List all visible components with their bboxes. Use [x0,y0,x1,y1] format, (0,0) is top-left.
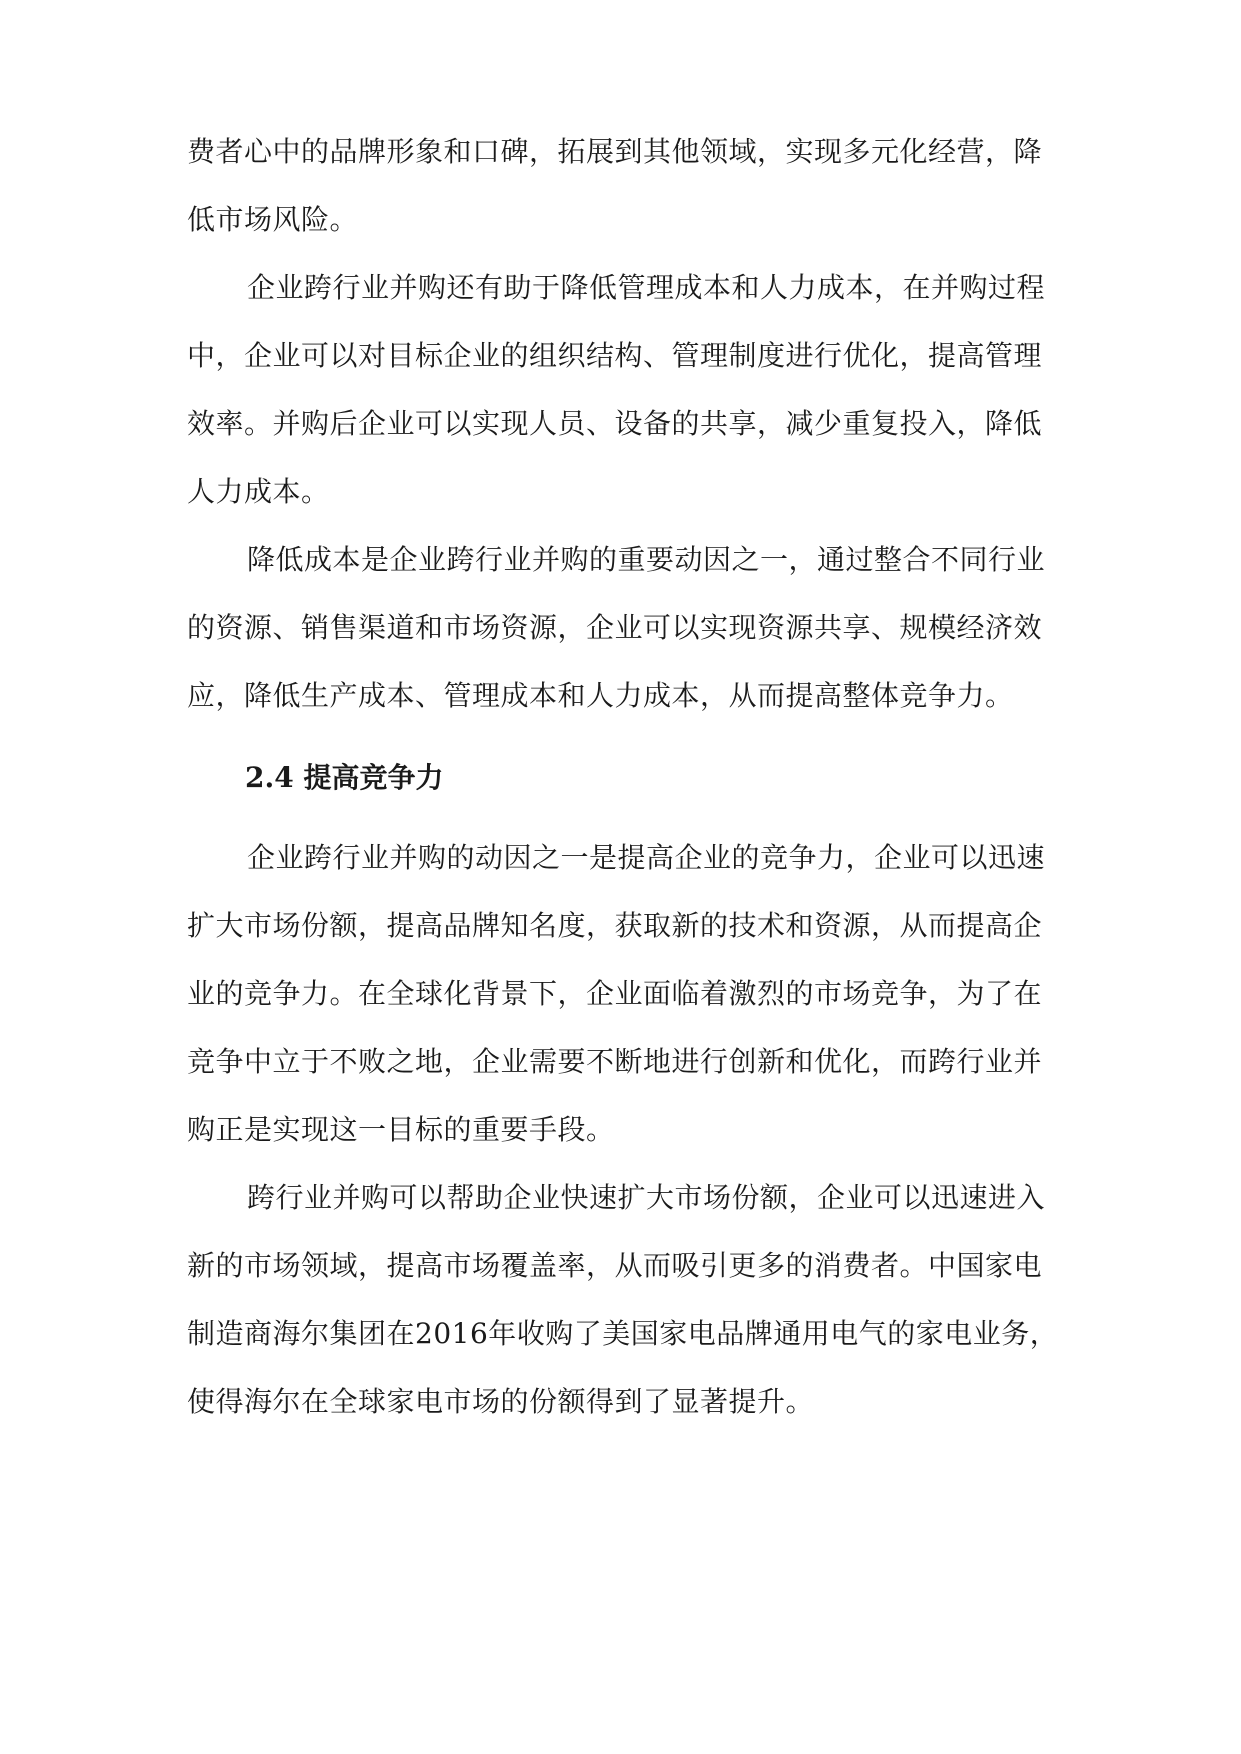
section-paragraph-2-line-4: 使得海尔在全球家电市场的份额得到了显著提升。 [187,1385,815,1418]
section-paragraph-1-line-4: 竞争中立于不败之地，企业需要不断地进行创新和优化，而跨行业并 [187,1045,1043,1078]
section-paragraph-2-line-2: 新的市场领域，提高市场覆盖率，从而吸引更多的消费者。中国家电 [187,1249,1043,1282]
paragraph-1-line-1: 费者心中的品牌形象和口碑，拓展到其他领域，实现多元化经营，降 [187,135,1043,168]
paragraph-2-line-4: 人力成本。 [187,475,330,508]
paragraph-2-line-1: 企业跨行业并购还有助于降低管理成本和人力成本，在并购过程 [247,271,1046,304]
paragraph-1-line-2: 低市场风险。 [187,203,359,236]
section-paragraph-1-line-5: 购正是实现这一目标的重要手段。 [187,1113,615,1146]
section-heading: 2.4 提高竞争力 [245,761,444,794]
paragraph-3-line-1: 降低成本是企业跨行业并购的重要动因之一，通过整合不同行业 [247,543,1046,576]
paragraph-3-line-2: 的资源、销售渠道和市场资源，企业可以实现资源共享、规模经济效 [187,611,1043,644]
section-paragraph-2-line-3: 制造商海尔集团在2016年收购了美国家电品牌通用电气的家电业务， [187,1317,1059,1350]
section-paragraph-2-line-1: 跨行业并购可以帮助企业快速扩大市场份额，企业可以迅速进入 [247,1181,1046,1214]
section-paragraph-1-line-2: 扩大市场份额，提高品牌知名度，获取新的技术和资源，从而提高企 [187,909,1043,942]
section-paragraph-1-line-3: 业的竞争力。在全球化背景下，企业面临着激烈的市场竞争，为了在 [187,977,1043,1010]
paragraph-3-line-3: 应，降低生产成本、管理成本和人力成本，从而提高整体竞争力。 [187,679,1014,712]
section-paragraph-1-line-1: 企业跨行业并购的动因之一是提高企业的竞争力，企业可以迅速 [247,841,1046,874]
paragraph-2-line-2: 中，企业可以对目标企业的组织结构、管理制度进行优化，提高管理 [187,339,1043,372]
paragraph-2-line-3: 效率。并购后企业可以实现人员、设备的共享，减少重复投入，降低 [187,407,1043,440]
